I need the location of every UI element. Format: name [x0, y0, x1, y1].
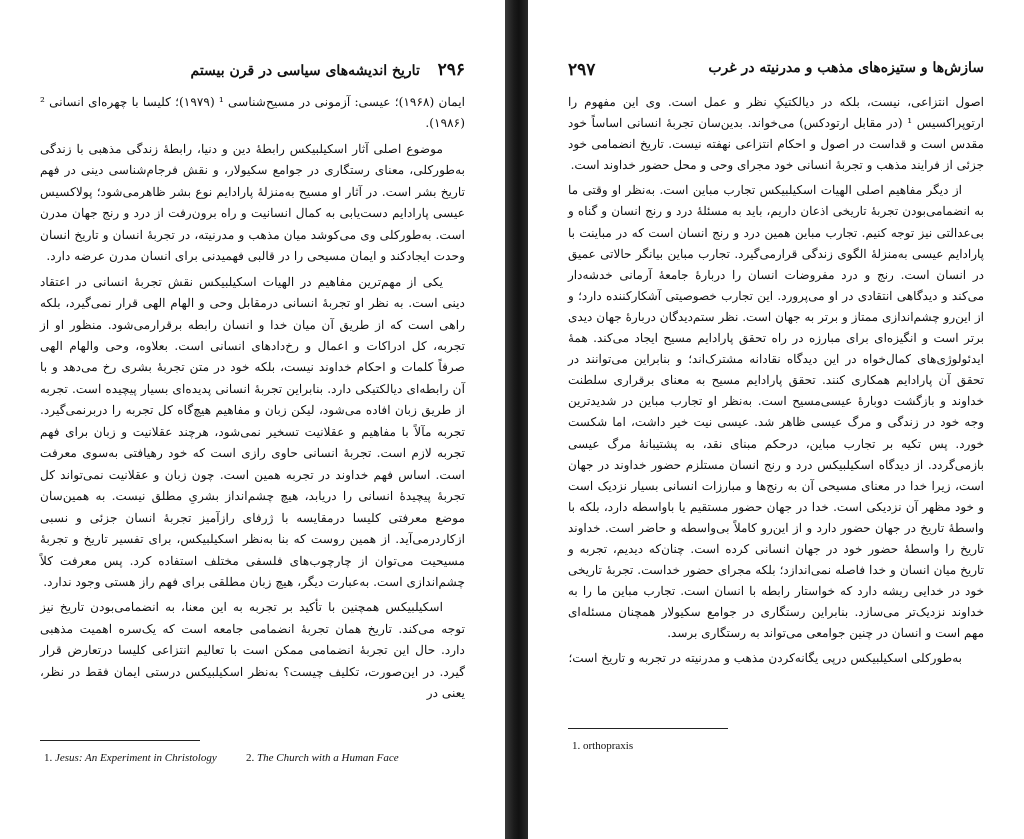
- paragraph: به‌طورکلی اسکیلبیکس درپی یگانه‌کردن مذهب و مدرنیته در تجربه و تاریخ است؛: [568, 651, 962, 666]
- running-title: تاریخ اندیشه‌های سیاسی در قرن بیستم: [190, 63, 420, 79]
- right-page: [528, 0, 1024, 839]
- footnote: 2. The Church with a Human Face: [246, 752, 399, 764]
- left-page: [0, 0, 505, 839]
- paragraph: از دیگر مفاهیم اصلی الهیات اسکیلبیکس تجارب مباین است. به‌نظر او وقتی ما به انضمامی‌بودن تجربهٔ تاریخی اذعان داریم، باید به مسئلهٔ درد و رنج انسان و گناه و بی‌عدالتی نیز توجه کنیم. تجارب مباین همین درد و رنج انسان است که در مباینت با پارادایم عیسی به‌منزلهٔ الگوی زندگی قرارمی‌گیرد. تجارب مباین بیانگر حالاتی عمیق در انسان است. رنج و درد مفروضات انسان را دربارهٔ جامعهٔ آرمانی خدشه‌دار می‌کند و دیدگاهی انتقادی در او می‌پرورد. این تجارب خصوصیتی آشکارکننده دارد؛ و از این‌رو چشم‌اندازی ممتاز و برتر به جهان است. نظر ستم‌دیدگان دربارهٔ جهان دیدی برتر است و انگیزه‌ای برای مبارزه در راه تحقق پارادایم مسیح ایجاد می‌کند. همهٔ ایدئولوژی‌های کمال‌خواه در این دیدگاه نقادانه مشترک‌اند؛ و بنابراین می‌توانند در تحقق آن پارادایم همکاری کنند. تحقق پارادایم مسیح به معنای برقراری سلطنت خداوند و بازگشت دوبارهٔ عیسی‌مسیح است. به‌نظر او تجارب مباین در شدیدترین وجه خود در زندگی و مرگ عیسی ظاهر شد. عیسی نیت خیر داشت، اما شکست خورد. پس تکیه بر تجارب مباین، درحکم مبنای نقد، به پشتیبانهٔ مرگ عیسی بازمی‌گردد. از دیدگاه اسکیلبیکس درد و رنج انسان مستلزم حضور خداوند در جهان است، زیرا خدا در معنای مسیحی آن به رنج‌ها و مبارزات انسانی بسیار نزدیک است و خود مظهر آن نزدیکی است. خدا در جهان حضور مستقیم یا باواسطه دارد، بلکه با واسطهٔ تاریخ در جهان حضور دارد و از این‌رو کاملاً بی‌واسطه و حاضر است. خداوند تاریخ را واسطهٔ حضور خود در جهان انسانی کرده است. چنان‌که دیدیم، تجربه و تاریخ میان انسان و خدا فاصله نمی‌اندازد؛ بلکه مجرای حضور خداست. تجربهٔ تاریخی خود در خدایی ریشه دارد که خواستار رابطه با انسان است. تجارب مباین ما را به خداوند نزدیک‌تر می‌سازد. بنابراین رستگاری در جوامع سکیولار همچنان مسئله‌ای مهم است و انسان در چنین جوامعی می‌تواند به رستگاری برسد.: [568, 183, 984, 641]
- paragraph: ایمان (۱۹۶۸)؛ عیسی: آزمونی در مسیح‌شناسی ¹ (۱۹۷۹)؛ کلیسا با چهره‌ای انسانی ² (۱۹۸۶).: [40, 95, 465, 131]
- paragraph: یکی از مهم‌ترین مفاهیم در الهیات اسکیلبیکس نقش تجربهٔ انسانی در اعتقاد دینی است. به نظر او تجربهٔ انسانی درمقابل وحی و الهام الهی قرار نمی‌گیرد، بلکه راهی است که از طریق آن میان خدا و انسان رابطه برقرارمی‌شود. منظور او از تجربه، کل ادراکات و اعمال و رخ‌دادهای انسانی است. بعلاوه، وحی والهام الهی صرفاً کلمات و احکام خداوند نیست، بلکه خود در متن تجربهٔ بشری رخ می‌دهد و با آن رابطه‌ای دیالکتیکی دارد. بنابراین تجربهٔ انسانی پدیده‌ای بسیار پیچیده است. تجربه از طریق زبان افاده می‌شود، لیکن زبان و مفاهیم هیچ‌گاه کل تجربه را دربرنمی‌گیرد. تجربه مآلاً با مفاهیم و عقلانیت تسخیر نمی‌شود، هرچند عقلانیت و زبان برای فهم تجربه لازم است. تجربهٔ انسانی حاوی رازی است که خود رهیافتی به‌سوی معرفت است. اساس فهم خداوند در تجربه همین است. چون زبان و عقلانیت نمی‌تواند کل تجربهٔ پیچیدهٔ انسانی را دریابد، هیچ چشم‌انداز بشریِ مطلق نیست. به همین‌سان موضع معرفتی کلیسا درمقایسه با ژرفای رازآمیز تجربهٔ انسان جزئی و نسبی ازکاردرمی‌آید. از همین روست که بنا به‌نظر اسکیلبیکس، برای تفسیر تاریخ و تجربهٔ مسیحیت می‌توان از چارچوب‌های فلسفی مختلف استفاده کرد. پس معرفت کلاً چشم‌اندازی است. به‌عبارت دیگر، هیچ زبان مطلقی برای فهم راز هستی وجود ندارد.: [40, 274, 465, 589]
- paragraph: موضوع اصلی آثار اسکیلبیکس رابطهٔ دین و دنیا، رابطهٔ زندگی مذهبی با زندگی به‌طورکلی، معنای رستگاری در جوامع سکیولار، و نقش فرجام‌شناسی دینی در فهم تاریخ بشر است. در آثار او مسیح به‌منزلهٔ پارادایم نوع بشر ظاهرمی‌شود؛ پولاکسیس عیسی پارادایم دست‌یابی به کمال انسانیت و راه برون‌رفت از درد و رنج جهان مدرن است. به‌طورکلی وی می‌کوشد میان مذهب و مدرنیته، در تجربهٔ انسان و تاریخ انسان وحدت ایجادکند و ایمان مسیحی را در قالبی فهمیدنی برای انسان مدرن عرضه دارد.: [40, 141, 465, 264]
- left-page-header: [40, 60, 465, 84]
- right-page-body: [568, 92, 984, 670]
- book-gutter: [505, 0, 528, 839]
- left-page-body: [40, 92, 465, 705]
- footnote-divider: [568, 728, 728, 729]
- page-number: ۲۹۶: [437, 60, 465, 80]
- right-page-header: [568, 60, 984, 84]
- page-number: ۲۹۷: [568, 60, 596, 80]
- paragraph: اسکیلبیکس همچنین با تأکید بر تجربه به این معنا، به انضمامی‌بودن تاریخ نیز توجه می‌کند. تاریخ همان تجربهٔ انضمامی جامعه است که یک‌سره اهمیت مذهبی دارد. حال این تجربهٔ انضمامی ممکن است با تعالیم انتزاعی کلیسا درتعارض قرار گیرد. در این‌صورت، تکلیف چیست؟ به‌نظر اسکیلبیکس درستی ایمان فقط در نظر، یعنی در: [40, 600, 465, 701]
- footnote-divider: [40, 740, 200, 741]
- footnote: 1. Jesus: An Experiment in Christology: [44, 752, 217, 764]
- paragraph: اصول انتزاعی، نیست، بلکه در دیالکتیکِ نظر و عمل است. وی این مفهوم را ارتوپراکسیس ¹ (در مقابل ارتودکس) می‌خواند. بدین‌سان تجربهٔ انسانی اساساً خود مقدس است و قداست در اصول و احکام انتزاعی نهفته نیست. تاریخ انضمامی خود جزئی از فرایند مذهب و تجربهٔ انسانی خود مجرای وحی و محل حضور خداوند است.: [568, 95, 984, 173]
- footnote: 1. orthopraxis: [572, 740, 634, 752]
- running-title: سازش‌ها و ستیزه‌های مذهب و مدرنیته در غرب: [708, 60, 984, 76]
